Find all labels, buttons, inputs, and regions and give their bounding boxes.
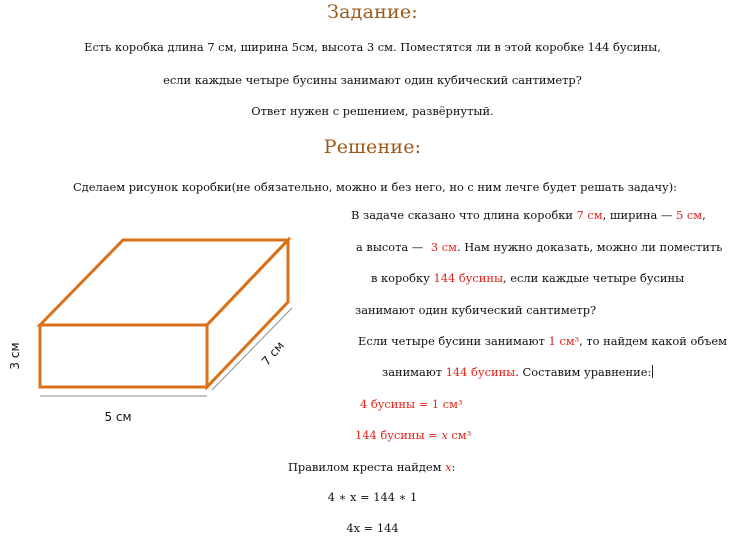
solution-paragraph-4: занимают один кубический сантиметр? [355,303,597,317]
equation-2: 144 бусины = x см³ [355,428,472,442]
cross-rule-line: Правилом креста найдем x: [288,460,456,474]
task-line-1: Есть коробка длина 7 см, ширина 5см, высота 3 см. Поместятся ли в этой коробке 144 бусины, [84,40,661,54]
calculation-1: 4 ∗ x = 144 ∗ 1 [327,490,418,504]
box-front-face [40,325,207,387]
box-side-face [207,240,288,387]
width-label: 5 см [104,410,132,424]
text-cursor [652,365,653,378]
task-heading: Задание: [327,1,418,23]
box-outline [40,240,288,387]
solution-paragraph-6: занимают 144 бусины. Составим уравнение: [382,365,652,379]
calculation-2: 4x = 144 [346,521,399,535]
solution-paragraph-5: Если четыре бусини занимают 1 см³, то найдем какой объем [358,334,728,348]
length-label: 7 см [258,338,288,369]
solution-paragraph-2: а высота — 3 см. Нам нужно доказать, можно ли поместить [356,240,723,254]
solution-paragraph-1: В задаче сказано что длина коробки 7 см, ширина — 5 см, [351,208,706,222]
equation-1: 4 бусины = 1 см³ [360,397,463,411]
task-line-2: если каждые четыре бусины занимают один кубический сантиметр? [163,73,582,87]
box-top-face [40,240,288,325]
solution-paragraph-3: в коробку 144 бусины, если каждые четыре бусины [371,271,685,285]
task-line-3: Ответ нужен с решением, развёрнутый. [251,104,494,118]
height-label: 3 см [8,342,22,370]
solution-intro: Сделаем рисунок коробки(не обязательно, можно и без него, но с ним лечге будет решать задачу): [73,180,678,194]
solution-heading: Решение: [323,136,422,158]
box-figure [0,225,330,435]
